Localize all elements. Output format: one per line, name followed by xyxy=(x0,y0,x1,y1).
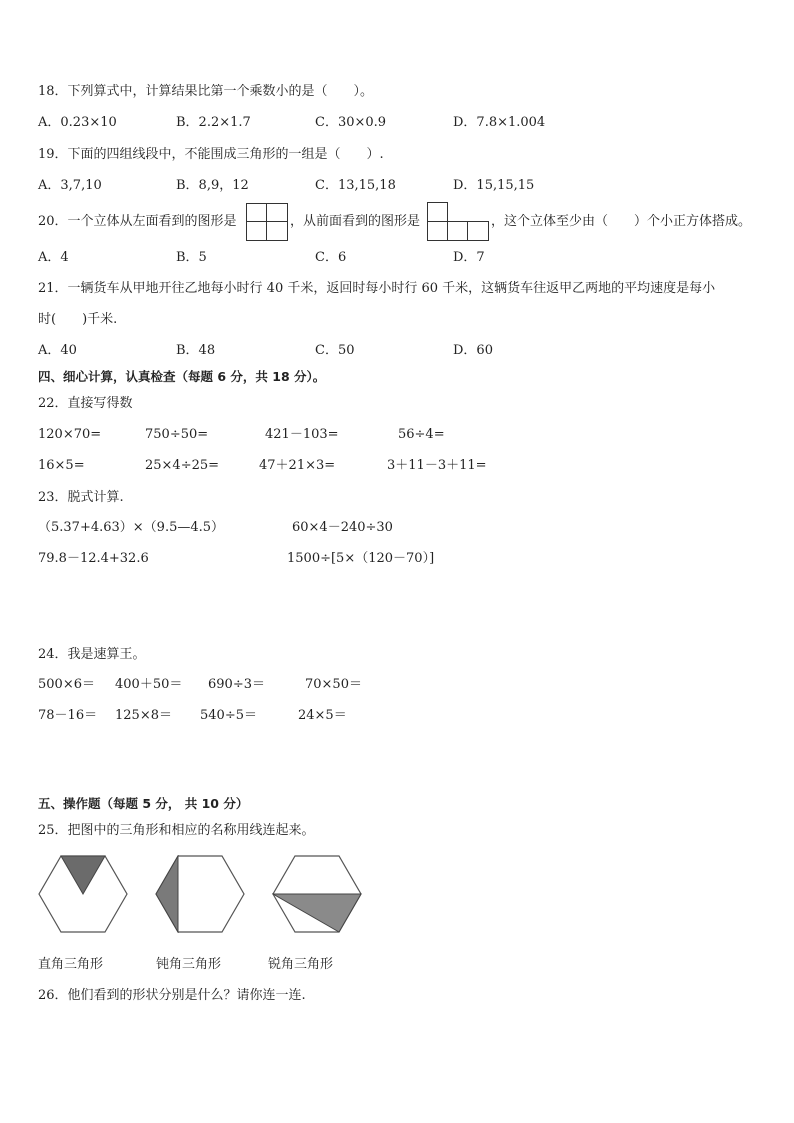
q19-option-b: B．8,9，12 xyxy=(176,178,249,193)
q18-option-a: A．0.23×10 xyxy=(38,115,117,130)
q22-r2-3: 47＋21×3= xyxy=(259,458,336,473)
q20-option-d: D．7 xyxy=(453,250,485,265)
q21-option-a: A．40 xyxy=(38,343,77,358)
left-view-figure xyxy=(246,203,288,241)
label-acute-triangle: 锐角三角形 xyxy=(268,957,334,972)
front-view-figure xyxy=(427,221,489,241)
q19-option-d: D．15,15,15 xyxy=(453,178,535,193)
q24-r1-1: 500×6＝ xyxy=(38,677,95,692)
q24-r2-4: 24×5＝ xyxy=(298,708,347,723)
q25-title: 25．把图中的三角形和相应的名称用线连起来。 xyxy=(38,823,315,838)
q26-title: 26．他们看到的形状分别是什么？请你连一连. xyxy=(38,988,306,1003)
q24-r2-3: 540÷5＝ xyxy=(200,708,257,723)
section4-heading: 四、细心计算，认真检查（每题 6 分，共 18 分）。 xyxy=(38,369,326,384)
q22-title: 22．直接写得数 xyxy=(38,396,133,411)
q24-r1-4: 70×50＝ xyxy=(305,677,362,692)
q20-stem-a: 20．一个立体从左面看到的图形是 xyxy=(38,214,237,229)
q22-r1-1: 120×70= xyxy=(38,427,102,442)
q20-option-a: A．4 xyxy=(38,250,69,265)
q22-r1-2: 750÷50= xyxy=(145,427,209,442)
q24-r1-3: 690÷3＝ xyxy=(208,677,265,692)
hexagon-figure-2 xyxy=(155,855,245,933)
q23-r2-1: 79.8－12.4+32.6 xyxy=(38,551,149,566)
section5-heading: 五、操作题（每题 5 分， 共 10 分） xyxy=(38,796,249,811)
q21-stem-line2: 时( )千米. xyxy=(38,312,118,327)
q21-option-c: C．50 xyxy=(315,343,355,358)
q21-option-b: B．48 xyxy=(176,343,216,358)
q24-r1-2: 400＋50＝ xyxy=(115,677,183,692)
q19-option-a: A．3,7,10 xyxy=(38,178,102,193)
q24-r2-1: 78－16＝ xyxy=(38,708,98,723)
q20-stem-b: ，从前面看到的图形是 xyxy=(290,214,421,229)
q22-r2-2: 25×4÷25= xyxy=(145,458,220,473)
q18-option-d: D．7.8×1.004 xyxy=(453,115,546,130)
q23-title: 23．脱式计算. xyxy=(38,490,124,505)
hexagon-figure-3 xyxy=(272,855,362,933)
label-obtuse-triangle: 钝角三角形 xyxy=(156,957,222,972)
q18-stem: 18．下列算式中，计算结果比第一个乘数小的是（ ）。 xyxy=(38,84,374,99)
q19-option-c: C．13,15,18 xyxy=(315,178,396,193)
q22-r2-1: 16×5= xyxy=(38,458,85,473)
q20-option-b: B．5 xyxy=(176,250,207,265)
q23-r1-2: 60×4－240÷30 xyxy=(292,520,393,535)
q18-option-c: C．30×0.9 xyxy=(315,115,387,130)
q20-stem-c: ，这个立体至少由（ ）个小正方体搭成。 xyxy=(491,214,752,229)
q22-r1-3: 421－103= xyxy=(265,427,339,442)
label-right-triangle: 直角三角形 xyxy=(38,957,104,972)
hexagon-figure-1 xyxy=(38,855,128,933)
q24-r2-2: 125×8＝ xyxy=(115,708,172,723)
q21-stem-line1: 21．一辆货车从甲地开往乙地每小时行 40 千米，返回时每小时行 60 千米，这辆货车往返甲乙两地的平均速度是每小 xyxy=(38,281,716,296)
q19-stem: 19．下面的四组线段中，不能围成三角形的一组是（ ）. xyxy=(38,147,384,162)
q18-option-b: B．2.2×1.7 xyxy=(176,115,251,130)
q23-r2-2: 1500÷[5×（120－70）] xyxy=(287,551,435,566)
q22-r2-4: 3＋11－3＋11= xyxy=(387,458,487,473)
q21-option-d: D．60 xyxy=(453,343,493,358)
q20-option-c: C．6 xyxy=(315,250,347,265)
q24-title: 24．我是速算王。 xyxy=(38,647,146,662)
q23-r1-1: （5.37+4.63）×（9.5—4.5） xyxy=(38,520,225,535)
front-view-top-square xyxy=(427,202,448,222)
q22-r1-4: 56÷4= xyxy=(398,427,445,442)
